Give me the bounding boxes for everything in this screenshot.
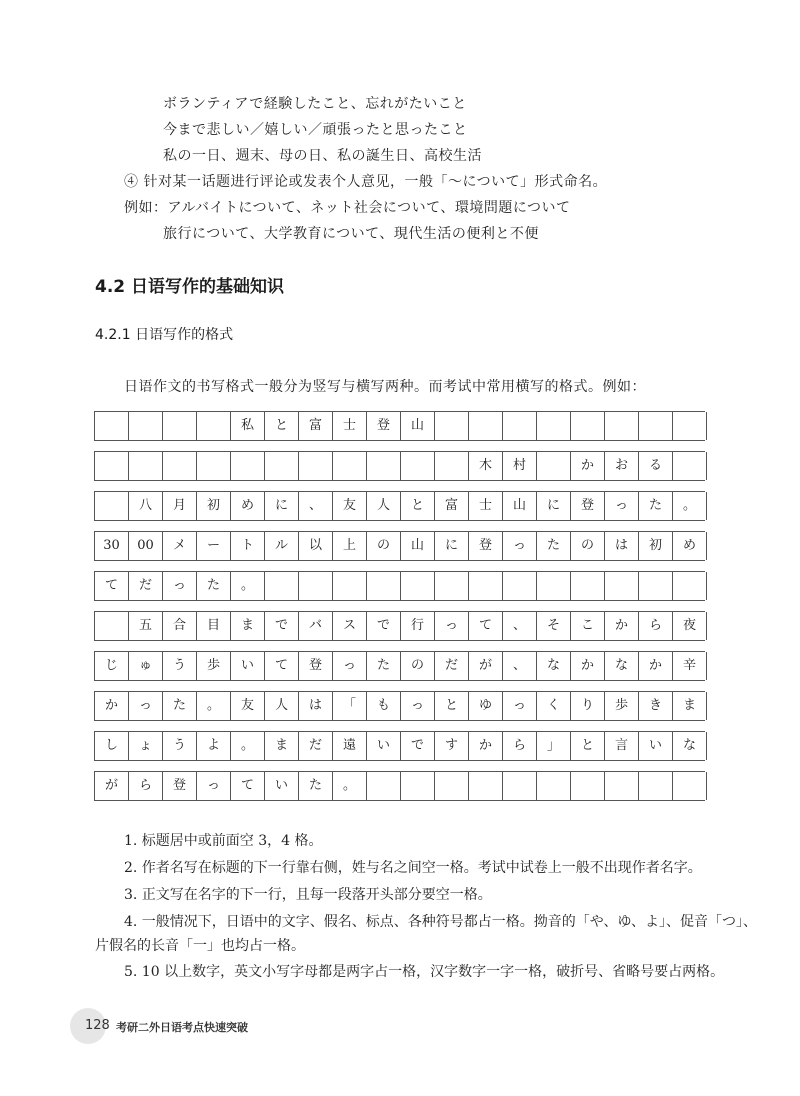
grid-cell [264, 572, 298, 600]
grid-cell [434, 572, 468, 600]
grid-cell: 人 [264, 692, 298, 720]
grid-cell: 登 [366, 412, 400, 440]
grid-cell: 山 [400, 412, 434, 440]
example-line-1: ボランティアで経験したこと、忘れがたいこと [163, 96, 467, 112]
grid-cell: ス [332, 612, 366, 640]
grid-row [94, 771, 705, 801]
grid-cell [400, 772, 434, 800]
grid-cell: 。 [230, 732, 264, 760]
grid-cell: 辛 [672, 652, 707, 680]
grid-cell: 初 [196, 492, 230, 520]
grid-cell: 木 [468, 452, 502, 480]
example-line-3: 私の一日、週末、母の日、私の誕生日、高校生活 [163, 148, 482, 164]
grid-cell: 合 [162, 612, 196, 640]
grid-cell: 士 [468, 492, 502, 520]
grid-cell: っ [502, 532, 536, 560]
grid-cell: だ [128, 572, 162, 600]
grid-cell: で [264, 612, 298, 640]
grid-cell: 富 [298, 412, 332, 440]
grid-cell: で [366, 612, 400, 640]
grid-cell: っ [434, 612, 468, 640]
grid-cell: は [604, 532, 638, 560]
grid-cell: い [230, 652, 264, 680]
grid-cell: と [434, 692, 468, 720]
grid-cell: ら [502, 732, 536, 760]
grid-cell [468, 412, 502, 440]
grid-cell: う [162, 732, 196, 760]
grid-cell: 」 [536, 732, 570, 760]
grid-cell [536, 452, 570, 480]
grid-cell: る [638, 452, 672, 480]
grid-cell: 八 [128, 492, 162, 520]
grid-cell [638, 772, 672, 800]
grid-cell: し [94, 732, 128, 760]
grid-cell [298, 452, 332, 480]
grid-cell: 五 [128, 612, 162, 640]
grid-cell: 30 [94, 532, 128, 560]
grid-cell: て [230, 772, 264, 800]
grid-cell: 登 [162, 772, 196, 800]
grid-row [94, 491, 705, 521]
grid-cell [502, 772, 536, 800]
grid-cell: す [434, 732, 468, 760]
grid-cell: 。 [230, 572, 264, 600]
grid-cell: っ [400, 692, 434, 720]
grid-cell: 富 [434, 492, 468, 520]
example-line-2: 今まで悲しい／嬉しい／頑張ったと思ったこと [163, 122, 468, 138]
grid-cell: た [366, 652, 400, 680]
grid-cell: ま [230, 612, 264, 640]
grid-cell: っ [128, 692, 162, 720]
grid-row [94, 531, 705, 561]
grid-cell: く [536, 692, 570, 720]
grid-cell: と [570, 732, 604, 760]
grid-cell [196, 412, 230, 440]
grid-cell [604, 572, 638, 600]
grid-cell [570, 412, 604, 440]
grid-cell: 私 [230, 412, 264, 440]
grid-cell: は [298, 692, 332, 720]
grid-cell: か [570, 652, 604, 680]
subsection-heading: 4.2.1 日语写作的格式 [95, 327, 234, 343]
grid-cell: 上 [332, 532, 366, 560]
note-3: 3. 正文写在名字的下一行，且每一段落开头部分要空一格。 [124, 887, 492, 903]
grid-row [94, 411, 705, 441]
grid-cell [400, 572, 434, 600]
grid-cell: た [196, 572, 230, 600]
grid-cell: 登 [570, 492, 604, 520]
grid-cell [128, 452, 162, 480]
grid-cell [434, 452, 468, 480]
grid-cell [366, 772, 400, 800]
grid-cell: た [298, 772, 332, 800]
book-title: 考研二外日语考点快速突破 [116, 1021, 248, 1034]
grid-cell: が [468, 652, 502, 680]
grid-cell [332, 452, 366, 480]
grid-cell: 00 [128, 532, 162, 560]
grid-cell: 初 [638, 532, 672, 560]
grid-cell [604, 772, 638, 800]
grid-cell: 山 [502, 492, 536, 520]
grid-cell: 「 [332, 692, 366, 720]
grid-cell: か [468, 732, 502, 760]
grid-cell: お [604, 452, 638, 480]
grid-cell: な [536, 652, 570, 680]
grid-cell: い [366, 732, 400, 760]
grid-cell [434, 412, 468, 440]
grid-cell: か [570, 452, 604, 480]
grid-cell: か [94, 692, 128, 720]
grid-cell: こ [570, 612, 604, 640]
grid-row [94, 451, 705, 481]
grid-cell [536, 572, 570, 600]
grid-cell: 村 [502, 452, 536, 480]
grid-cell: め [230, 492, 264, 520]
grid-cell [94, 492, 128, 520]
grid-cell: た [536, 532, 570, 560]
grid-cell: っ [604, 492, 638, 520]
grid-cell: て [468, 612, 502, 640]
grid-cell: て [264, 652, 298, 680]
grid-cell [94, 412, 128, 440]
grid-cell: だ [434, 652, 468, 680]
grid-cell: の [570, 532, 604, 560]
grid-cell: ー [196, 532, 230, 560]
grid-cell: の [400, 652, 434, 680]
grid-cell: と [264, 412, 298, 440]
grid-cell [94, 612, 128, 640]
grid-cell: と [400, 492, 434, 520]
grid-cell: 。 [332, 772, 366, 800]
grid-cell: い [638, 732, 672, 760]
grid-cell: 遠 [332, 732, 366, 760]
grid-cell: だ [298, 732, 332, 760]
grid-cell: っ [196, 772, 230, 800]
grid-cell: ょ [128, 732, 162, 760]
rule-item-4: ④ 针对某一话题进行评论或发表个人意见，一般「〜について」形式命名。 [124, 174, 608, 190]
grid-cell [638, 572, 672, 600]
grid-cell [468, 572, 502, 600]
grid-cell [638, 412, 672, 440]
grid-cell: 以 [298, 532, 332, 560]
intro-paragraph: 日语作文的书写格式一般分为竖写与横写两种。而考试中常用横写的格式。例如： [124, 379, 646, 395]
grid-cell [502, 572, 536, 600]
note-2: 2. 作者名写在标题的下一行靠右侧，姓与名之间空一格。考试中试卷上一般不出现作者名字。 [124, 860, 702, 876]
grid-cell: っ [332, 652, 366, 680]
grid-cell: そ [536, 612, 570, 640]
grid-cell [264, 452, 298, 480]
grid-cell: か [604, 612, 638, 640]
grid-cell: 人 [366, 492, 400, 520]
note-4: 4. 一般情况下，日语中的文字、假名、标点、各种符号都占一格。拗音的「や、ゆ、よ」、促音「つ」、 [124, 914, 757, 930]
grid-cell: ら [128, 772, 162, 800]
grid-cell: 山 [400, 532, 434, 560]
grid-cell [94, 452, 128, 480]
grid-row [94, 691, 705, 721]
grid-cell [332, 572, 366, 600]
grid-cell: 、 [502, 612, 536, 640]
grid-cell: ル [264, 532, 298, 560]
grid-cell: ト [230, 532, 264, 560]
grid-cell [468, 772, 502, 800]
grid-cell: よ [196, 732, 230, 760]
example-line-continued: 旅行について、大学教育について、現代生活の便利と不便 [163, 226, 539, 242]
grid-cell: ら [638, 612, 672, 640]
grid-cell: め [672, 532, 707, 560]
grid-cell: い [264, 772, 298, 800]
grid-cell: で [400, 732, 434, 760]
grid-cell: の [366, 532, 400, 560]
grid-cell: 歩 [196, 652, 230, 680]
grid-cell [162, 452, 196, 480]
example-label-line: 例如：アルバイトについて、ネット社会について、環境問題について [124, 200, 571, 216]
grid-cell: て [94, 572, 128, 600]
grid-cell [536, 412, 570, 440]
grid-cell [400, 452, 434, 480]
page-number: 128 [85, 1018, 110, 1033]
grid-cell: 登 [298, 652, 332, 680]
grid-cell: 登 [468, 532, 502, 560]
grid-cell: な [672, 732, 707, 760]
section-heading: 4.2 日语写作的基础知识 [95, 277, 285, 297]
note-1: 1. 标题居中或前面空 3，4 格。 [124, 833, 323, 849]
grid-cell: 月 [162, 492, 196, 520]
grid-cell [230, 452, 264, 480]
grid-cell: 。 [196, 692, 230, 720]
grid-cell: 友 [332, 492, 366, 520]
grid-cell [162, 412, 196, 440]
grid-cell: 夜 [672, 612, 707, 640]
grid-cell [128, 412, 162, 440]
grid-cell: メ [162, 532, 196, 560]
grid-cell [366, 452, 400, 480]
grid-cell [672, 572, 707, 600]
note-4-continued: 片假名的长音「一」也均占一格。 [95, 938, 305, 954]
grid-cell: っ [502, 692, 536, 720]
grid-row [94, 611, 705, 641]
grid-cell: に [536, 492, 570, 520]
grid-cell: ゅ [128, 652, 162, 680]
grid-cell: ま [672, 692, 707, 720]
grid-cell: も [366, 692, 400, 720]
grid-cell: た [638, 492, 672, 520]
grid-cell: た [162, 692, 196, 720]
grid-cell: 言 [604, 732, 638, 760]
grid-cell [298, 572, 332, 600]
grid-cell [672, 412, 707, 440]
grid-cell: ま [264, 732, 298, 760]
grid-cell: 、 [298, 492, 332, 520]
grid-cell: が [94, 772, 128, 800]
manuscript-grid [94, 411, 705, 801]
grid-cell: 目 [196, 612, 230, 640]
grid-cell: 行 [400, 612, 434, 640]
grid-cell: り [570, 692, 604, 720]
grid-cell: な [604, 652, 638, 680]
note-5: 5. 10 以上数字，英文小写字母都是两字占一格，汉字数字一字一格，破折号、省略号要占两格。 [124, 964, 725, 980]
grid-cell [434, 772, 468, 800]
grid-cell: 友 [230, 692, 264, 720]
grid-cell [502, 412, 536, 440]
grid-cell: 歩 [604, 692, 638, 720]
grid-cell [196, 452, 230, 480]
grid-cell [570, 572, 604, 600]
grid-row [94, 731, 705, 761]
grid-cell: か [638, 652, 672, 680]
grid-cell: じ [94, 652, 128, 680]
grid-cell: っ [162, 572, 196, 600]
grid-cell [672, 772, 707, 800]
grid-cell: バ [298, 612, 332, 640]
grid-cell [604, 412, 638, 440]
grid-cell: 士 [332, 412, 366, 440]
grid-cell [672, 452, 707, 480]
grid-cell [366, 572, 400, 600]
grid-cell: 。 [672, 492, 707, 520]
grid-row [94, 571, 705, 601]
grid-cell [536, 772, 570, 800]
grid-cell: に [264, 492, 298, 520]
grid-cell: 、 [502, 652, 536, 680]
grid-cell: に [434, 532, 468, 560]
grid-cell [570, 772, 604, 800]
grid-cell: う [162, 652, 196, 680]
grid-cell: ゆ [468, 692, 502, 720]
grid-cell: き [638, 692, 672, 720]
grid-row [94, 651, 705, 681]
